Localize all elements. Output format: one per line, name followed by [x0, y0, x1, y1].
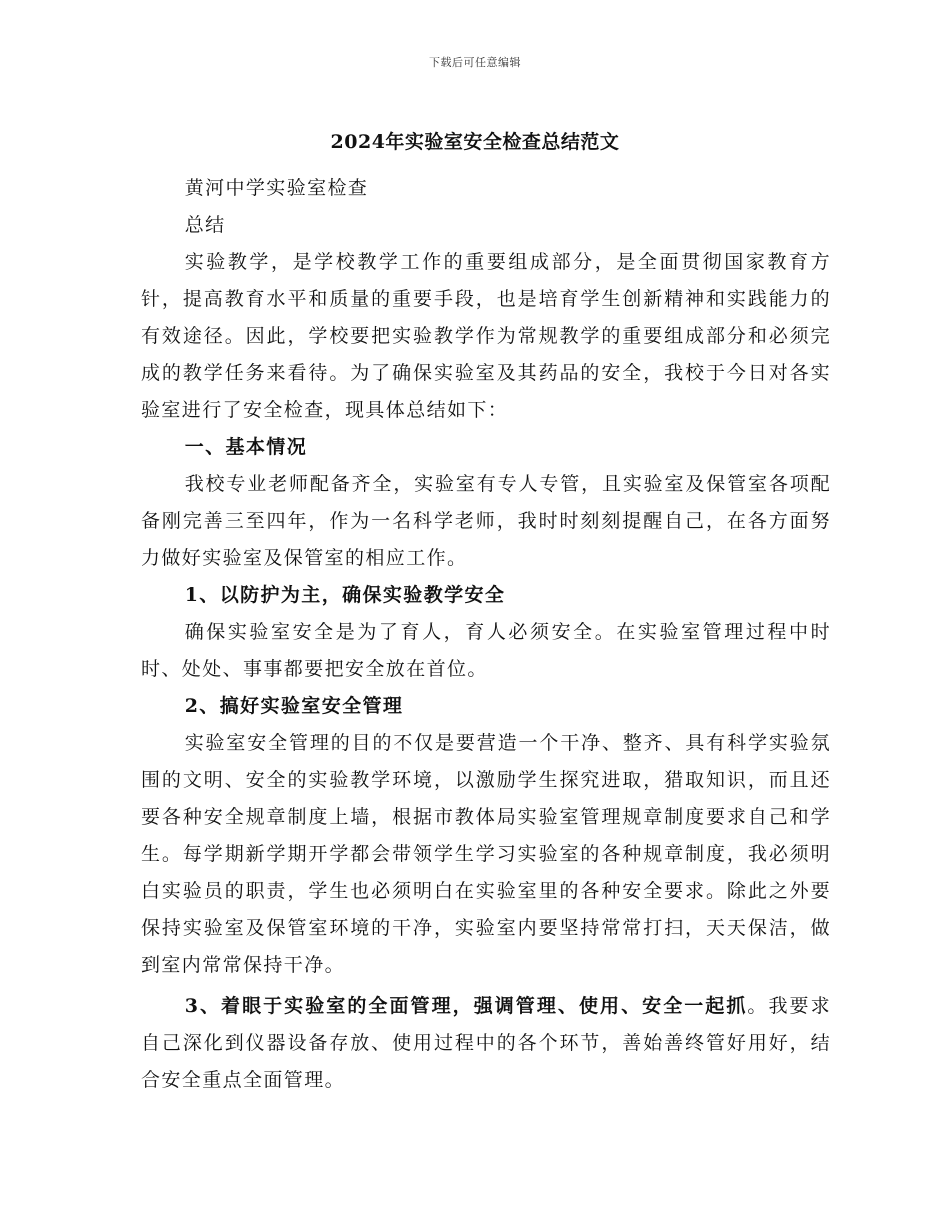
item-paragraph-1: 确保实验室安全是为了育人，育人必须安全。在实验室管理过程中时时、处处、事事都要把安全放在首位。 — [141, 621, 831, 680]
subtitle-line-1: 黄河中学实验室检查 — [184, 177, 369, 199]
section-heading-basic-situation: 一、基本情况 — [184, 436, 308, 458]
item-text-3: 。我要求自己深化到仪器设备存放、使用过程中的各个环节，善始善终管好用好，结合安全重点全面管理。 — [141, 995, 831, 1091]
document-title: 2024年实验室安全检查总结范文 — [330, 131, 620, 153]
item-paragraph-2: 实验室安全管理的目的不仅是要营造一个干净、整齐、具有科学实验氛围的文明、安全的实验教学环境，以激励学生探究进取，猎取知识，而且还要各种安全规章制度上墙，根据市教体局实验室管理规章制度要求自己和学生。每学期新学期开学都会带领学生学习实验室的各种规章制度，我必须明白实验员的职责，学生也必须明白在实验室里的各种安全要求。除此之外要保持实验室及保管室环境的干净，实验室内要坚持常常打扫，天天保洁，做到室内常常保持干净。 — [141, 732, 831, 976]
document-body — [141, 170, 831, 1099]
intro-paragraph: 实验教学，是学校教学工作的重要组成部分，是全面贯彻国家教育方针，提高教育水平和质量的重要手段，也是培育学生创新精神和实践能力的有效途径。因此，学校要把实验教学作为常规教学的重要组成部分和必须完成的教学任务来看待。为了确保实验室及其药品的安全，我校于今日对各实验室进行了安全检查，现具体总结如下： — [141, 251, 831, 421]
item-heading-3: 3、着眼于实验室的全面管理，强调管理、使用、安全一起抓 — [184, 995, 748, 1017]
subtitle-line-2: 总结 — [184, 214, 226, 236]
item-heading-1: 1、以防护为主，确保实验教学安全 — [184, 584, 506, 606]
section-paragraph-basic-situation: 我校专业老师配备齐全，实验室有专人专管，且实验室及保管室各项配备刚完善三至四年，作为一名科学老师，我时时刻刻提醒自己，在各方面努力做好实验室及保管室的相应工作。 — [141, 473, 831, 569]
item-heading-2: 2、搞好实验室安全管理 — [184, 695, 404, 717]
item-paragraph-3 — [141, 988, 831, 1099]
header-note: 下载后可任意编辑 — [429, 56, 521, 69]
